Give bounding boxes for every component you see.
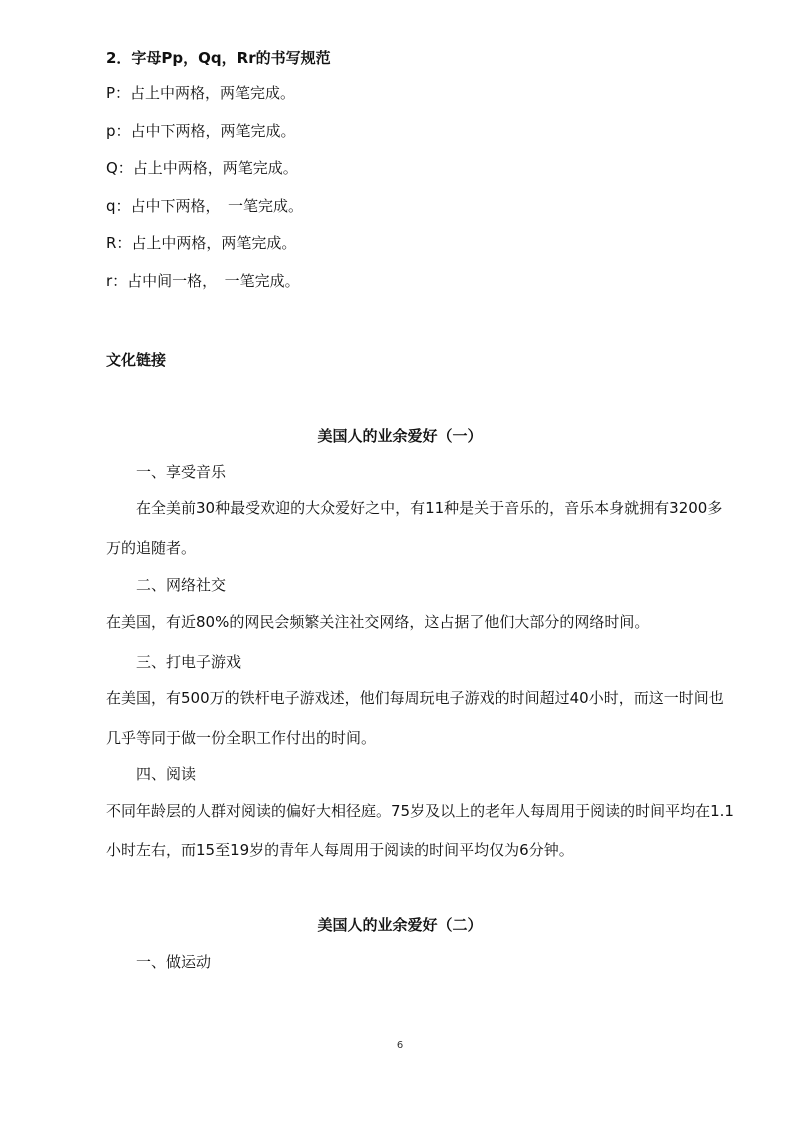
article-title: 美国人的业余爱好（一） — [317, 427, 483, 445]
rule-line: r：占中间一格， 一笔完成。 — [106, 272, 300, 290]
paragraph-line: 在美国，有500万的铁杆电子游戏述，他们每周玩电子游戏的时间超过40小时，而这一时间也 — [106, 689, 724, 707]
item-heading: 二、网络社交 — [136, 576, 227, 594]
item-heading: 一、做运动 — [136, 953, 212, 971]
paragraph-line: 在全美前30种最受欢迎的大众爱好之中，有11种是关于音乐的，音乐本身就拥有3200多 — [136, 499, 723, 517]
rule-line: p：占中下两格，两笔完成。 — [106, 122, 296, 140]
rule-line: Q：占上中两格，两笔完成。 — [106, 159, 298, 177]
rule-line: q：占中下两格， 一笔完成。 — [106, 197, 304, 215]
paragraph-line: 小时左右，而15至19岁的青年人每周用于阅读的时间平均仅为6分钟。 — [106, 841, 574, 859]
paragraph-line: 不同年龄层的人群对阅读的偏好大相径庭。75岁及以上的老年人每周用于阅读的时间平均在1.1 — [106, 802, 734, 820]
item-heading: 三、打电子游戏 — [136, 653, 242, 671]
item-heading: 一、享受音乐 — [136, 463, 227, 481]
rule-line: P：占上中两格，两笔完成。 — [106, 84, 296, 102]
paragraph-line: 几乎等同于做一份全职工作付出的时间。 — [106, 729, 377, 747]
page-number: 6 — [396, 1040, 404, 1051]
item-heading: 四、阅读 — [136, 765, 197, 783]
culture-heading: 文化链接 — [106, 351, 167, 369]
paragraph-line: 万的追随者。 — [106, 539, 197, 557]
paragraph-line: 在美国，有近80%的网民会频繁关注社交网络，这占据了他们大部分的网络时间。 — [106, 613, 650, 631]
section-heading: 2．字母Pp，Qq，Rr的书写规范 — [106, 49, 331, 67]
article-title: 美国人的业余爱好（二） — [317, 916, 483, 934]
rule-line: R：占上中两格，两笔完成。 — [106, 234, 297, 252]
